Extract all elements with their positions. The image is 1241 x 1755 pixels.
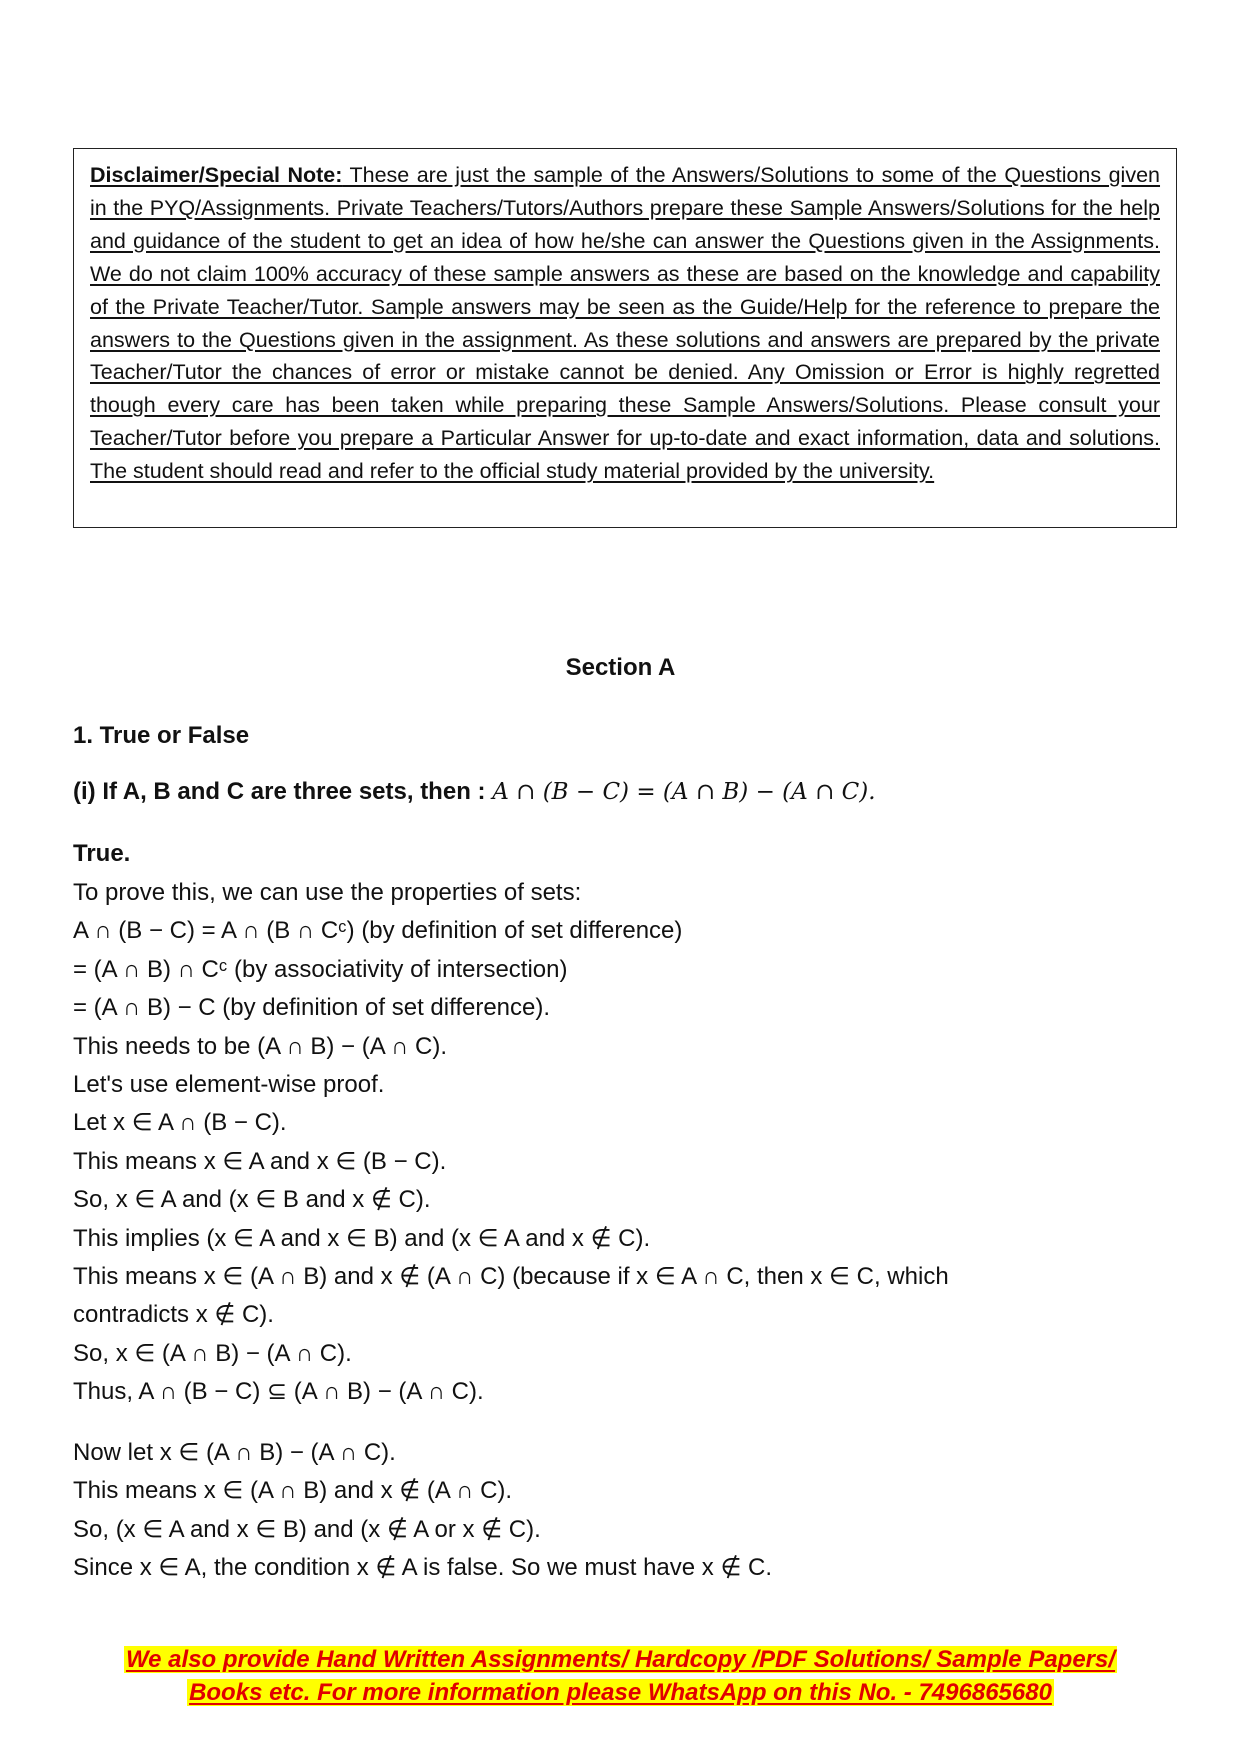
question-expression: A ∩ (B − C) = (A ∩ B) − (A ∩ C). [492, 779, 876, 805]
section-title: Section A [565, 654, 676, 681]
disclaimer-lead: Disclaimer/Special Note: [90, 163, 343, 187]
disclaimer-box [73, 148, 1177, 528]
disclaimer-body: These are just the sample of the Answers/Solutions to some of the Questions given in the PYQ/Assignments. Private Teachers/Tutors/Authors prepare these Sample Answers/Solutions for the help and guidance of the student to get an idea of how he/she can answer the Questions given in the Assignments. We do not claim 100% accuracy of these sample answers as these are based on the knowledge and capability of the Private Teacher/Tutor. Sample answers may be seen as the Guide/Help for the reference to prepare the answers to the Questions given in the assignment. As these solutions and answers are prepared by the private Teacher/Tutor the chances of error or mistake cannot be denied. Any Omission or Error is highly regretted though every care has been taken while preparing these Sample Answers/Solutions. Please consult your Teacher/Tutor before you prepare a Particular Answer for up-to-date and exact information, data and solutions. The student should read and refer to the official study material provided by the university. [90, 163, 1161, 484]
question-heading: 1. True or False [73, 722, 250, 749]
proof-line: This implies (x ∈ A and x ∈ B) and (x ∈ A and x ∉ C). [73, 1224, 651, 1252]
question-lead: (i) If A, B and C are three sets, then : [73, 778, 493, 805]
proof-line: A ∩ (B − C) = A ∩ (B ∩ Cᶜ) (by definition of set difference) [73, 917, 683, 945]
proof-line: This means x ∈ (A ∩ B) and x ∉ (A ∩ C). [73, 1477, 513, 1505]
proof-line: Now let x ∈ (A ∩ B) − (A ∩ C). [73, 1438, 396, 1466]
proof-line: This needs to be (A ∩ B) − (A ∩ C). [73, 1032, 447, 1060]
promo-line-1: We also provide Hand Written Assignments/ Hardcopy /PDF Solutions/ Sample Papers/ [125, 1646, 1116, 1673]
question-statement [73, 772, 1173, 812]
proof-line: = (A ∩ B) − C (by definition of set difference). [73, 994, 551, 1022]
proof-line: Let x ∈ A ∩ (B − C). [73, 1109, 287, 1137]
proof-line: This means x ∈ A and x ∈ (B − C). [73, 1147, 447, 1175]
proof-line: Since x ∈ A, the condition x ∉ A is false. So we must have x ∉ C. [73, 1553, 773, 1581]
proof-line: This means x ∈ (A ∩ B) and x ∉ (A ∩ C) (because if x ∈ A ∩ C, then x ∈ C, which [73, 1263, 949, 1291]
proof-line: contradicts x ∉ C). [73, 1301, 274, 1329]
disclaimer-text [90, 159, 1160, 488]
proof-line: = (A ∩ B) ∩ Cᶜ (by associativity of intersection) [73, 955, 568, 983]
paragraph-gap [73, 1412, 1173, 1434]
proof-line: So, x ∈ (A ∩ B) − (A ∩ C). [73, 1339, 352, 1367]
proof-block [73, 874, 1173, 1587]
main-content [73, 716, 1173, 1587]
proof-line: So, (x ∈ A and x ∈ B) and (x ∉ A or x ∉ C). [73, 1515, 541, 1543]
proof-line: So, x ∈ A and (x ∈ B and x ∉ C). [73, 1186, 431, 1214]
answer-label: True. [73, 840, 131, 867]
proof-line: To prove this, we can use the properties of sets: [73, 879, 582, 906]
promo-line-2: Books etc. For more information please WhatsApp on this No. - 7496865680 [189, 1679, 1052, 1706]
proof-line: Let's use element-wise proof. [73, 1071, 385, 1099]
promo-footer [0, 1643, 1241, 1709]
proof-line: Thus, A ∩ (B − C) ⊆ (A ∩ B) − (A ∩ C). [73, 1378, 484, 1406]
